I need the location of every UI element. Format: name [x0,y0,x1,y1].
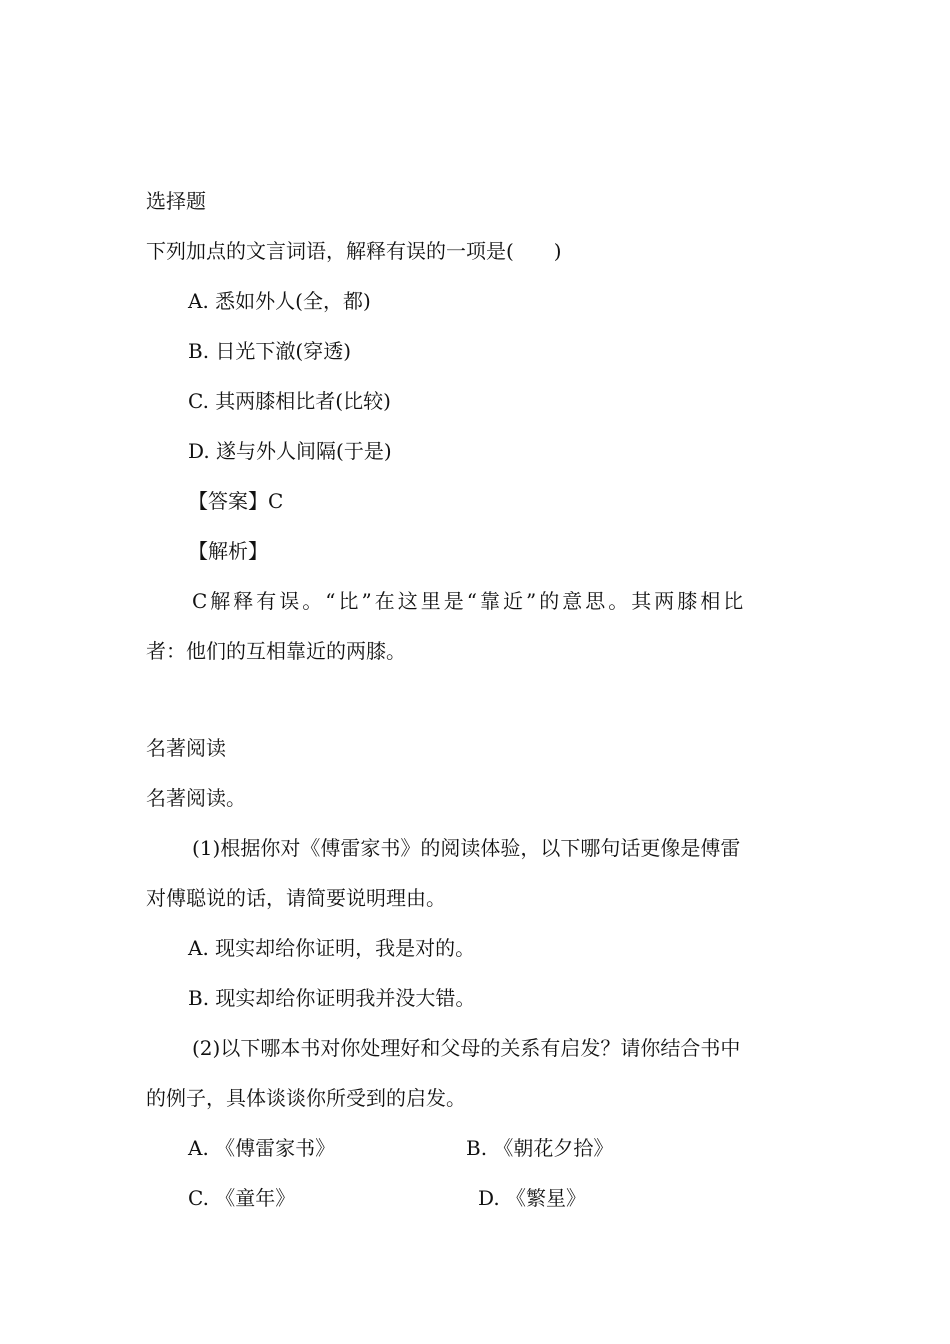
q2-option-a: A. 《傅雷家书》 [188,1136,336,1160]
classics-intro: 名著阅读。 [146,786,246,810]
analysis-label: 【解析】 [188,539,268,563]
analysis-text-line2: 者：他们的互相靠近的两膝。 [146,639,406,663]
option-b: B. 日光下澈(穿透) [188,339,352,363]
q2-option-d: D. 《繁星》 [478,1186,587,1210]
question-text: 下列加点的文言词语，解释有误的一项是( ) [146,239,562,263]
q1-option-a: A. 现实却给你证明，我是对的。 [188,936,476,960]
q1-text-line1: (1)根据你对《傅雷家书》的阅读体验，以下哪句话更像是傅雷 [192,836,741,860]
option-a: A. 悉如外人(全，都) [188,289,371,313]
q1-option-b: B. 现实却给你证明我并没大错。 [188,986,476,1010]
q2-option-b: B. 《朝花夕拾》 [466,1136,614,1160]
section-heading-classics: 名著阅读 [146,736,226,760]
analysis-text-line1: C解释有误。“比”在这里是“靠近”的意思。其两膝相比 [192,589,747,613]
answer-line: 【答案】C [188,489,284,513]
q2-text-line2: 的例子，具体谈谈你所受到的启发。 [146,1086,466,1110]
q1-text-line2: 对傅聪说的话，请简要说明理由。 [146,886,446,910]
q2-option-c: C. 《童年》 [188,1186,296,1210]
option-c: C. 其两膝相比者(比较) [188,389,391,413]
section-heading-choice: 选择题 [146,189,206,213]
q2-text-line1: (2)以下哪本书对你处理好和父母的关系有启发？请你结合书中 [192,1036,741,1060]
option-d: D. 遂与外人间隔(于是) [188,439,392,463]
